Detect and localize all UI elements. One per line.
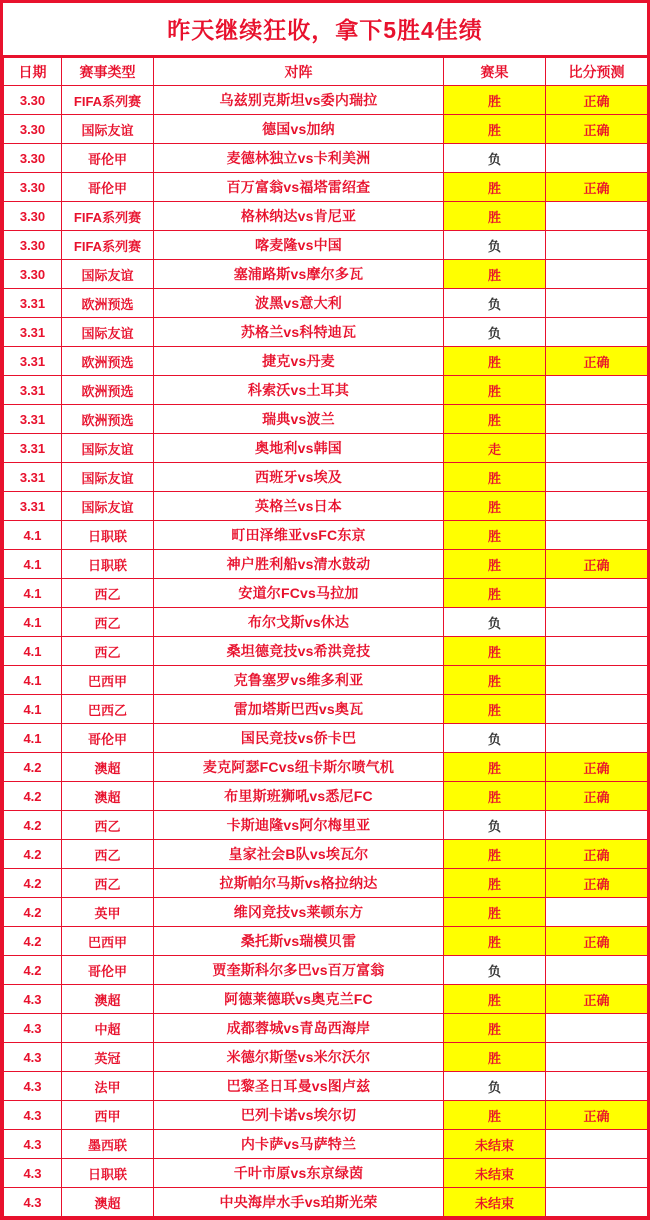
cell-prediction — [546, 434, 648, 463]
cell-date: 4.3 — [4, 1188, 62, 1217]
cell-date: 4.3 — [4, 1159, 62, 1188]
cell-prediction — [546, 956, 648, 985]
cell-league: 日职联 — [62, 550, 154, 579]
cell-match: 苏格兰vs科特迪瓦 — [154, 318, 444, 347]
cell-date: 4.1 — [4, 666, 62, 695]
cell-date: 3.31 — [4, 434, 62, 463]
cell-match: 贾奎斯科尔多巴vs百万富翁 — [154, 956, 444, 985]
cell-prediction — [546, 231, 648, 260]
table-row — [4, 1130, 648, 1159]
cell-result: 胜 — [444, 115, 546, 144]
table-row — [4, 463, 648, 492]
cell-date: 4.2 — [4, 927, 62, 956]
cell-match: 神户胜利船vs清水鼓动 — [154, 550, 444, 579]
table-row — [4, 1101, 648, 1130]
cell-match: 桑托斯vs瑞模贝雷 — [154, 927, 444, 956]
cell-result: 胜 — [444, 985, 546, 1014]
cell-result: 胜 — [444, 260, 546, 289]
cell-result: 负 — [444, 956, 546, 985]
cell-date: 4.2 — [4, 753, 62, 782]
table-row — [4, 347, 648, 376]
cell-result: 负 — [444, 724, 546, 753]
cell-date: 4.2 — [4, 869, 62, 898]
cell-prediction: 正确 — [546, 927, 648, 956]
cell-date: 3.30 — [4, 202, 62, 231]
cell-result: 胜 — [444, 782, 546, 811]
cell-result: 胜 — [444, 202, 546, 231]
cell-league: FIFA系列赛 — [62, 231, 154, 260]
table-row — [4, 318, 648, 347]
cell-match: 瑞典vs波兰 — [154, 405, 444, 434]
cell-match: 麦克阿瑟FCvs纽卡斯尔喷气机 — [154, 753, 444, 782]
cell-result: 负 — [444, 318, 546, 347]
table-row — [4, 289, 648, 318]
cell-league: 国际友谊 — [62, 434, 154, 463]
cell-league: 澳超 — [62, 782, 154, 811]
cell-date: 4.3 — [4, 1130, 62, 1159]
cell-date: 4.1 — [4, 579, 62, 608]
cell-match: 米德尔斯堡vs米尔沃尔 — [154, 1043, 444, 1072]
table-row — [4, 492, 648, 521]
cell-prediction — [546, 724, 648, 753]
cell-match: 布尔戈斯vs休达 — [154, 608, 444, 637]
column-header-prediction: 比分预测 — [546, 58, 648, 86]
table-row — [4, 550, 648, 579]
cell-match: 桑坦德竞技vs希洪竞技 — [154, 637, 444, 666]
table-row — [4, 869, 648, 898]
cell-match: 中央海岸水手vs珀斯光荣 — [154, 1188, 444, 1217]
cell-result: 胜 — [444, 579, 546, 608]
cell-league: 国际友谊 — [62, 260, 154, 289]
cell-result: 胜 — [444, 550, 546, 579]
cell-match: 喀麦隆vs中国 — [154, 231, 444, 260]
column-header-match: 对阵 — [154, 58, 444, 86]
cell-league: 国际友谊 — [62, 463, 154, 492]
cell-match: 千叶市原vs东京绿茵 — [154, 1159, 444, 1188]
cell-league: 欧洲预选 — [62, 289, 154, 318]
cell-league: 国际友谊 — [62, 115, 154, 144]
cell-result: 负 — [444, 289, 546, 318]
cell-date: 4.1 — [4, 521, 62, 550]
cell-league: 日职联 — [62, 1159, 154, 1188]
cell-result: 未结束 — [444, 1159, 546, 1188]
cell-match: 国民竞技vs侨卡巴 — [154, 724, 444, 753]
cell-prediction: 正确 — [546, 753, 648, 782]
cell-prediction: 正确 — [546, 782, 648, 811]
table-row — [4, 1159, 648, 1188]
cell-league: 法甲 — [62, 1072, 154, 1101]
cell-result: 胜 — [444, 376, 546, 405]
cell-prediction — [546, 405, 648, 434]
cell-league: 哥伦甲 — [62, 724, 154, 753]
table-row — [4, 811, 648, 840]
cell-match: 英格兰vs日本 — [154, 492, 444, 521]
cell-league: 澳超 — [62, 985, 154, 1014]
table-row — [4, 695, 648, 724]
cell-prediction — [546, 289, 648, 318]
cell-league: 西乙 — [62, 579, 154, 608]
cell-league: 欧洲预选 — [62, 405, 154, 434]
cell-match: 町田泽维亚vsFC东京 — [154, 521, 444, 550]
cell-result: 胜 — [444, 492, 546, 521]
cell-match: 百万富翁vs福塔雷绍查 — [154, 173, 444, 202]
cell-result: 未结束 — [444, 1188, 546, 1217]
cell-league: 哥伦甲 — [62, 956, 154, 985]
cell-match: 麦德林独立vs卡利美洲 — [154, 144, 444, 173]
cell-result: 胜 — [444, 1014, 546, 1043]
cell-date: 3.30 — [4, 144, 62, 173]
table-row — [4, 202, 648, 231]
table-header — [4, 58, 648, 86]
cell-prediction: 正确 — [546, 347, 648, 376]
cell-match: 阿德莱德联vs奥克兰FC — [154, 985, 444, 1014]
table-row — [4, 579, 648, 608]
cell-result: 胜 — [444, 463, 546, 492]
table-row — [4, 782, 648, 811]
cell-result: 未结束 — [444, 1130, 546, 1159]
cell-date: 4.1 — [4, 637, 62, 666]
cell-result: 胜 — [444, 1043, 546, 1072]
cell-prediction — [546, 492, 648, 521]
cell-prediction — [546, 637, 648, 666]
cell-date: 4.3 — [4, 1101, 62, 1130]
cell-prediction: 正确 — [546, 115, 648, 144]
cell-date: 4.1 — [4, 608, 62, 637]
cell-date: 3.31 — [4, 347, 62, 376]
cell-league: 澳超 — [62, 1188, 154, 1217]
cell-match: 雷加塔斯巴西vs奥瓦 — [154, 695, 444, 724]
table-row — [4, 898, 648, 927]
cell-date: 3.31 — [4, 289, 62, 318]
cell-date: 3.31 — [4, 463, 62, 492]
cell-league: 西乙 — [62, 840, 154, 869]
column-header-league: 赛事类型 — [62, 58, 154, 86]
cell-date: 4.1 — [4, 724, 62, 753]
cell-result: 胜 — [444, 927, 546, 956]
cell-prediction — [546, 1043, 648, 1072]
cell-date: 4.3 — [4, 985, 62, 1014]
table-row — [4, 608, 648, 637]
table-row — [4, 840, 648, 869]
cell-league: 西乙 — [62, 869, 154, 898]
cell-prediction — [546, 1159, 648, 1188]
cell-result: 胜 — [444, 86, 546, 115]
cell-league: 哥伦甲 — [62, 144, 154, 173]
cell-prediction: 正确 — [546, 550, 648, 579]
cell-prediction — [546, 260, 648, 289]
cell-match: 科索沃vs土耳其 — [154, 376, 444, 405]
table-body — [4, 86, 648, 1217]
cell-league: 国际友谊 — [62, 318, 154, 347]
cell-date: 3.30 — [4, 115, 62, 144]
cell-result: 负 — [444, 608, 546, 637]
cell-match: 波黑vs意大利 — [154, 289, 444, 318]
cell-match: 布里斯班狮吼vs悉尼FC — [154, 782, 444, 811]
table-row — [4, 405, 648, 434]
cell-match: 克鲁塞罗vs维多利亚 — [154, 666, 444, 695]
cell-match: 拉斯帕尔马斯vs格拉纳达 — [154, 869, 444, 898]
cell-prediction — [546, 1014, 648, 1043]
cell-prediction — [546, 666, 648, 695]
table-row — [4, 144, 648, 173]
column-header-result: 赛果 — [444, 58, 546, 86]
cell-match: 巴列卡诺vs埃尔切 — [154, 1101, 444, 1130]
cell-result: 负 — [444, 1072, 546, 1101]
cell-match: 奥地利vs韩国 — [154, 434, 444, 463]
table-row — [4, 1014, 648, 1043]
cell-match: 格林纳达vs肯尼亚 — [154, 202, 444, 231]
cell-result: 胜 — [444, 840, 546, 869]
cell-match: 西班牙vs埃及 — [154, 463, 444, 492]
cell-result: 胜 — [444, 173, 546, 202]
cell-match: 安道尔FCvs马拉加 — [154, 579, 444, 608]
cell-result: 胜 — [444, 666, 546, 695]
cell-result: 走 — [444, 434, 546, 463]
table-row — [4, 927, 648, 956]
cell-result: 胜 — [444, 405, 546, 434]
cell-league: 墨西联 — [62, 1130, 154, 1159]
cell-prediction — [546, 521, 648, 550]
cell-prediction — [546, 144, 648, 173]
cell-league: 西乙 — [62, 608, 154, 637]
cell-result: 负 — [444, 811, 546, 840]
cell-match: 塞浦路斯vs摩尔多瓦 — [154, 260, 444, 289]
table-row — [4, 86, 648, 115]
cell-prediction: 正确 — [546, 840, 648, 869]
table-row — [4, 666, 648, 695]
cell-date: 3.31 — [4, 405, 62, 434]
cell-date: 4.3 — [4, 1043, 62, 1072]
cell-league: 巴西甲 — [62, 927, 154, 956]
cell-prediction — [546, 695, 648, 724]
cell-prediction — [546, 1130, 648, 1159]
cell-prediction: 正确 — [546, 985, 648, 1014]
cell-date: 3.30 — [4, 86, 62, 115]
cell-league: 澳超 — [62, 753, 154, 782]
cell-prediction — [546, 1072, 648, 1101]
cell-prediction: 正确 — [546, 1101, 648, 1130]
cell-result: 负 — [444, 144, 546, 173]
cell-match: 皇家社会B队vs埃瓦尔 — [154, 840, 444, 869]
cell-match: 捷克vs丹麦 — [154, 347, 444, 376]
cell-date: 3.30 — [4, 173, 62, 202]
cell-prediction — [546, 463, 648, 492]
cell-league: 巴西甲 — [62, 666, 154, 695]
cell-date: 4.2 — [4, 956, 62, 985]
cell-date: 4.3 — [4, 1014, 62, 1043]
cell-match: 成都蓉城vs青岛西海岸 — [154, 1014, 444, 1043]
results-table — [3, 57, 648, 1217]
cell-result: 胜 — [444, 1101, 546, 1130]
cell-prediction — [546, 579, 648, 608]
table-row — [4, 1188, 648, 1217]
cell-match: 乌兹别克斯坦vs委内瑞拉 — [154, 86, 444, 115]
cell-prediction — [546, 202, 648, 231]
cell-match: 德国vs加纳 — [154, 115, 444, 144]
table-row — [4, 376, 648, 405]
cell-result: 负 — [444, 231, 546, 260]
cell-date: 3.31 — [4, 318, 62, 347]
table-row — [4, 231, 648, 260]
page-title: 昨天继续狂收，拿下5胜4佳绩 — [3, 3, 647, 57]
cell-prediction — [546, 376, 648, 405]
cell-result: 胜 — [444, 753, 546, 782]
table-row — [4, 260, 648, 289]
table-row — [4, 956, 648, 985]
table-row — [4, 115, 648, 144]
cell-date: 4.1 — [4, 695, 62, 724]
cell-match: 卡斯迪隆vs阿尔梅里亚 — [154, 811, 444, 840]
cell-league: 巴西乙 — [62, 695, 154, 724]
cell-league: 国际友谊 — [62, 492, 154, 521]
cell-league: 欧洲预选 — [62, 347, 154, 376]
cell-date: 3.30 — [4, 231, 62, 260]
cell-league: 西乙 — [62, 811, 154, 840]
cell-date: 4.3 — [4, 1072, 62, 1101]
cell-date: 4.2 — [4, 840, 62, 869]
column-header-date: 日期 — [4, 58, 62, 86]
cell-league: 西乙 — [62, 637, 154, 666]
cell-league: 英冠 — [62, 1043, 154, 1072]
cell-league: 哥伦甲 — [62, 173, 154, 202]
cell-date: 4.2 — [4, 898, 62, 927]
cell-league: 日职联 — [62, 521, 154, 550]
cell-league: FIFA系列赛 — [62, 202, 154, 231]
cell-result: 胜 — [444, 869, 546, 898]
table-row — [4, 985, 648, 1014]
cell-prediction — [546, 811, 648, 840]
cell-prediction — [546, 608, 648, 637]
table-row — [4, 521, 648, 550]
cell-date: 3.30 — [4, 260, 62, 289]
header-row — [4, 58, 648, 86]
table-row — [4, 434, 648, 463]
cell-prediction — [546, 898, 648, 927]
cell-prediction: 正确 — [546, 173, 648, 202]
cell-match: 维冈竞技vs莱顿东方 — [154, 898, 444, 927]
cell-league: 英甲 — [62, 898, 154, 927]
cell-prediction — [546, 318, 648, 347]
cell-result: 胜 — [444, 898, 546, 927]
table-row — [4, 173, 648, 202]
cell-result: 胜 — [444, 637, 546, 666]
cell-prediction: 正确 — [546, 869, 648, 898]
cell-date: 4.2 — [4, 811, 62, 840]
cell-league: 欧洲预选 — [62, 376, 154, 405]
cell-date: 3.31 — [4, 376, 62, 405]
cell-result: 胜 — [444, 347, 546, 376]
cell-date: 4.2 — [4, 782, 62, 811]
table-row — [4, 753, 648, 782]
cell-match: 巴黎圣日耳曼vs图卢兹 — [154, 1072, 444, 1101]
table-row — [4, 1072, 648, 1101]
cell-league: FIFA系列赛 — [62, 86, 154, 115]
cell-match: 内卡萨vs马萨特兰 — [154, 1130, 444, 1159]
cell-league: 中超 — [62, 1014, 154, 1043]
table-row — [4, 637, 648, 666]
cell-prediction: 正确 — [546, 86, 648, 115]
cell-date: 3.31 — [4, 492, 62, 521]
cell-result: 胜 — [444, 521, 546, 550]
cell-league: 西甲 — [62, 1101, 154, 1130]
cell-result: 胜 — [444, 695, 546, 724]
table-row — [4, 1043, 648, 1072]
cell-prediction — [546, 1188, 648, 1217]
table-row — [4, 724, 648, 753]
cell-date: 4.1 — [4, 550, 62, 579]
